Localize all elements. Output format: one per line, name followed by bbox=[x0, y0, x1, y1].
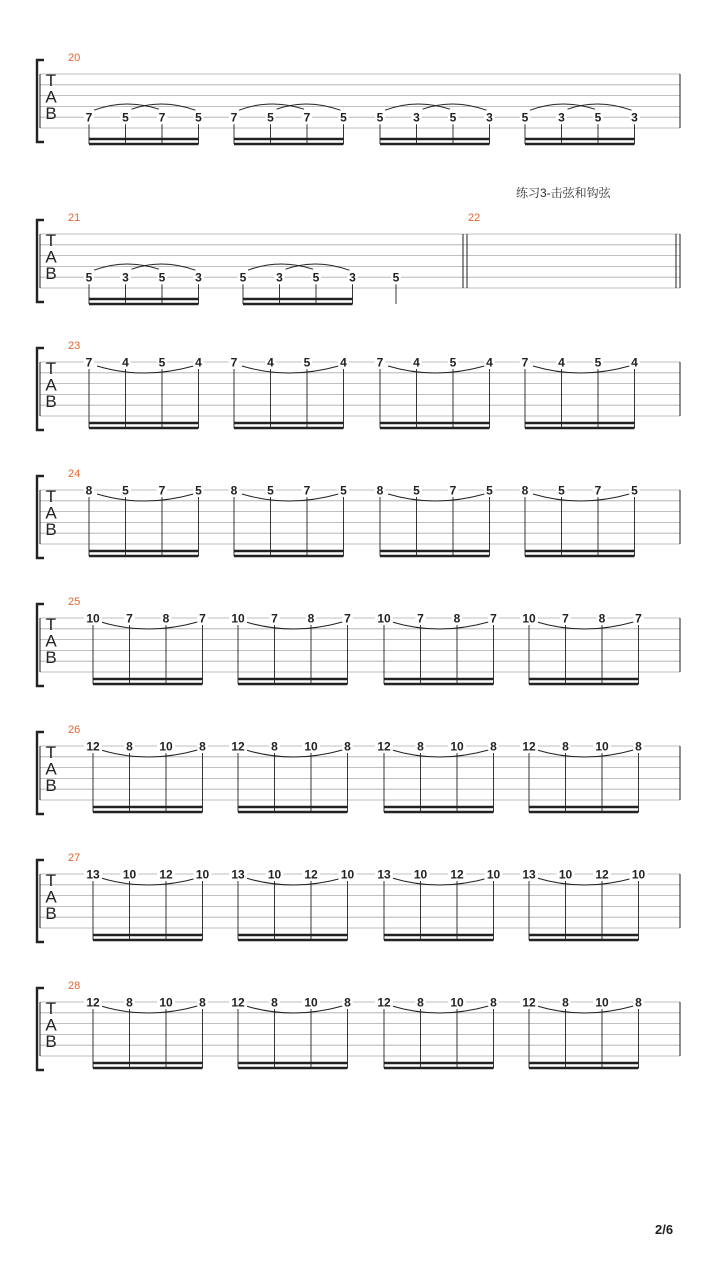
fret-number: 5 bbox=[376, 110, 384, 125]
fret-number: 8 bbox=[199, 739, 206, 754]
slur bbox=[392, 1006, 489, 1013]
fret-number: 7 bbox=[417, 611, 424, 626]
fret-number: 10 bbox=[450, 739, 464, 754]
slur bbox=[239, 104, 341, 110]
fret-number: 8 bbox=[126, 995, 133, 1010]
tab-clef-letter: B bbox=[45, 520, 57, 539]
measure-number: 25 bbox=[68, 596, 81, 608]
fret-number: 5 bbox=[195, 110, 202, 125]
slur bbox=[101, 878, 198, 885]
fret-number: 8 bbox=[417, 739, 424, 754]
fret-number: 13 bbox=[231, 867, 245, 882]
tab-clef-letter: B bbox=[45, 264, 57, 283]
tab-clef-letter: B bbox=[45, 104, 57, 123]
fret-number: 8 bbox=[635, 995, 642, 1010]
fret-number: 5 bbox=[303, 355, 311, 370]
fret-number: 4 bbox=[631, 355, 638, 370]
tab-clef-letter: T bbox=[45, 359, 57, 378]
fret-number: 5 bbox=[122, 483, 129, 498]
tab-system bbox=[0, 470, 720, 590]
fret-number: 5 bbox=[594, 110, 602, 125]
fret-number: 10 bbox=[377, 611, 391, 626]
slur bbox=[530, 104, 632, 110]
fret-number: 7 bbox=[594, 483, 602, 498]
fret-number: 12 bbox=[450, 867, 464, 882]
fret-number: 5 bbox=[340, 483, 347, 498]
fret-number: 8 bbox=[376, 483, 384, 498]
tab-system bbox=[0, 342, 720, 462]
fret-number: 7 bbox=[303, 110, 311, 125]
tab-clef-letter: A bbox=[45, 503, 57, 523]
fret-number: 4 bbox=[413, 355, 420, 370]
page-number: 2/6 bbox=[655, 1222, 674, 1237]
fret-number: 3 bbox=[349, 270, 356, 285]
slur bbox=[392, 878, 489, 885]
fret-number: 5 bbox=[158, 270, 166, 285]
fret-number: 8 bbox=[598, 611, 606, 626]
fret-number: 12 bbox=[304, 867, 318, 882]
fret-number: 13 bbox=[522, 867, 536, 882]
fret-number: 10 bbox=[159, 739, 173, 754]
slur bbox=[101, 750, 198, 757]
slur bbox=[533, 494, 630, 501]
fret-number: 7 bbox=[271, 611, 278, 626]
fret-number: 5 bbox=[158, 355, 166, 370]
fret-number: 7 bbox=[199, 611, 206, 626]
slur bbox=[533, 366, 630, 373]
fret-number: 5 bbox=[449, 355, 457, 370]
fret-number: 5 bbox=[267, 110, 274, 125]
measure-number: 23 bbox=[68, 340, 81, 352]
fret-number: 7 bbox=[158, 483, 166, 498]
fret-number: 10 bbox=[304, 739, 318, 754]
fret-number: 12 bbox=[86, 739, 100, 754]
tab-system bbox=[0, 54, 720, 174]
slur bbox=[246, 750, 343, 757]
fret-number: 10 bbox=[522, 611, 536, 626]
fret-number: 7 bbox=[490, 611, 497, 626]
fret-number: 4 bbox=[340, 355, 347, 370]
fret-number: 10 bbox=[159, 995, 173, 1010]
slur bbox=[385, 104, 487, 110]
fret-number: 12 bbox=[377, 995, 391, 1010]
fret-number: 4 bbox=[558, 355, 565, 370]
fret-number: 10 bbox=[195, 867, 210, 882]
fret-number: 8 bbox=[344, 995, 351, 1010]
fret-number: 12 bbox=[231, 739, 245, 754]
fret-number: 7 bbox=[230, 355, 238, 370]
fret-number: 10 bbox=[86, 611, 100, 626]
fret-number: 3 bbox=[558, 110, 565, 125]
fret-number: 10 bbox=[450, 995, 464, 1010]
fret-number: 12 bbox=[377, 739, 391, 754]
slur bbox=[246, 622, 343, 629]
fret-number: 3 bbox=[276, 270, 283, 285]
fret-number: 7 bbox=[344, 611, 351, 626]
slur bbox=[97, 494, 194, 501]
fret-number: 8 bbox=[562, 739, 569, 754]
measure-number: 20 bbox=[68, 52, 81, 64]
fret-number: 5 bbox=[449, 110, 457, 125]
slur bbox=[392, 622, 489, 629]
fret-number: 5 bbox=[267, 483, 274, 498]
fret-number: 8 bbox=[490, 995, 497, 1010]
fret-number: 10 bbox=[122, 867, 137, 882]
fret-number: 12 bbox=[159, 867, 173, 882]
fret-number: 5 bbox=[521, 110, 529, 125]
slur bbox=[537, 878, 634, 885]
fret-number: 3 bbox=[122, 270, 129, 285]
tab-clef-letter: A bbox=[45, 1015, 57, 1035]
tab-clef-letter: A bbox=[45, 631, 57, 651]
fret-number: 12 bbox=[231, 995, 245, 1010]
fret-number: 13 bbox=[86, 867, 100, 882]
slur bbox=[101, 1006, 198, 1013]
fret-number: 3 bbox=[195, 270, 202, 285]
fret-number: 13 bbox=[377, 867, 391, 882]
fret-number: 5 bbox=[239, 270, 247, 285]
measure-number: 21 bbox=[68, 212, 81, 224]
slur bbox=[537, 1006, 634, 1013]
fret-number: 8 bbox=[271, 995, 278, 1010]
fret-number: 8 bbox=[344, 739, 351, 754]
fret-number: 5 bbox=[631, 483, 638, 498]
tab-system bbox=[0, 214, 720, 334]
fret-number: 8 bbox=[521, 483, 529, 498]
fret-number: 7 bbox=[85, 355, 93, 370]
fret-number: 4 bbox=[195, 355, 202, 370]
fret-number: 4 bbox=[486, 355, 493, 370]
fret-number: 10 bbox=[231, 611, 245, 626]
measure-number: 28 bbox=[68, 980, 81, 992]
fret-number: 5 bbox=[558, 483, 565, 498]
slur bbox=[537, 750, 634, 757]
tab-clef-letter: T bbox=[45, 743, 57, 762]
fret-number: 5 bbox=[413, 483, 420, 498]
fret-number: 5 bbox=[85, 270, 93, 285]
slur bbox=[242, 494, 339, 501]
fret-number: 4 bbox=[122, 355, 129, 370]
tab-system bbox=[0, 598, 720, 718]
fret-number: 5 bbox=[312, 270, 320, 285]
slur bbox=[388, 366, 485, 373]
fret-number: 5 bbox=[486, 483, 493, 498]
fret-number: 5 bbox=[195, 483, 202, 498]
measure-number: 24 bbox=[68, 468, 81, 480]
tab-clef-letter: T bbox=[45, 999, 57, 1018]
fret-number: 7 bbox=[635, 611, 642, 626]
tab-clef-letter: T bbox=[45, 871, 57, 890]
fret-number: 12 bbox=[522, 995, 536, 1010]
tab-clef-letter: A bbox=[45, 887, 57, 907]
fret-number: 7 bbox=[521, 355, 529, 370]
fret-number: 7 bbox=[230, 110, 238, 125]
fret-number: 8 bbox=[126, 739, 133, 754]
slur bbox=[101, 622, 198, 629]
fret-number: 7 bbox=[158, 110, 166, 125]
tab-clef-letter: A bbox=[45, 759, 57, 779]
tab-clef-letter: A bbox=[45, 247, 57, 267]
fret-number: 5 bbox=[594, 355, 602, 370]
fret-number: 12 bbox=[522, 739, 536, 754]
fret-number: 8 bbox=[307, 611, 315, 626]
fret-number: 10 bbox=[304, 995, 318, 1010]
fret-number: 8 bbox=[199, 995, 206, 1010]
fret-number: 8 bbox=[271, 739, 278, 754]
tab-clef-letter: B bbox=[45, 904, 57, 923]
fret-number: 3 bbox=[486, 110, 493, 125]
slur bbox=[392, 750, 489, 757]
fret-number: 12 bbox=[595, 867, 609, 882]
fret-number: 10 bbox=[558, 867, 573, 882]
tab-clef-letter: B bbox=[45, 648, 57, 667]
fret-number: 10 bbox=[595, 995, 609, 1010]
section-label: 练习3-击弦和钩弦 bbox=[516, 186, 611, 200]
fret-number: 5 bbox=[392, 270, 400, 285]
fret-number: 3 bbox=[413, 110, 420, 125]
tab-clef-letter: B bbox=[45, 776, 57, 795]
slur bbox=[97, 366, 194, 373]
fret-number: 7 bbox=[303, 483, 311, 498]
fret-number: 8 bbox=[453, 611, 461, 626]
tab-clef-letter: T bbox=[45, 71, 57, 90]
fret-number: 7 bbox=[562, 611, 569, 626]
fret-number: 8 bbox=[162, 611, 170, 626]
fret-number: 4 bbox=[267, 355, 274, 370]
fret-number: 5 bbox=[340, 110, 347, 125]
fret-number: 8 bbox=[417, 995, 424, 1010]
fret-number: 12 bbox=[86, 995, 100, 1010]
slur bbox=[94, 104, 196, 110]
fret-number: 10 bbox=[267, 867, 282, 882]
tab-clef-letter: A bbox=[45, 375, 57, 395]
fret-number: 10 bbox=[340, 867, 355, 882]
tab-clef-letter: T bbox=[45, 231, 57, 250]
fret-number: 10 bbox=[413, 867, 428, 882]
slur bbox=[246, 878, 343, 885]
tab-system bbox=[0, 726, 720, 846]
measure-number: 26 bbox=[68, 724, 81, 736]
tab-system bbox=[0, 854, 720, 974]
slur bbox=[537, 622, 634, 629]
tab-clef-letter: A bbox=[45, 87, 57, 107]
fret-number: 7 bbox=[449, 483, 457, 498]
fret-number: 8 bbox=[635, 739, 642, 754]
fret-number: 7 bbox=[85, 110, 93, 125]
tab-clef-letter: T bbox=[45, 487, 57, 506]
slur bbox=[246, 1006, 343, 1013]
tab-system bbox=[0, 982, 720, 1102]
fret-number: 7 bbox=[126, 611, 133, 626]
fret-number: 5 bbox=[122, 110, 129, 125]
slur bbox=[388, 494, 485, 501]
fret-number: 10 bbox=[486, 867, 501, 882]
measure-number: 22 bbox=[468, 212, 481, 224]
fret-number: 3 bbox=[631, 110, 638, 125]
fret-number: 10 bbox=[595, 739, 609, 754]
slur bbox=[242, 366, 339, 373]
measure-number: 27 bbox=[68, 852, 81, 864]
fret-number: 8 bbox=[230, 483, 238, 498]
fret-number: 7 bbox=[376, 355, 384, 370]
tab-clef-letter: B bbox=[45, 392, 57, 411]
tab-clef-letter: T bbox=[45, 615, 57, 634]
fret-number: 8 bbox=[85, 483, 93, 498]
fret-number: 10 bbox=[631, 867, 646, 882]
tab-clef-letter: B bbox=[45, 1032, 57, 1051]
slur bbox=[248, 264, 350, 270]
fret-number: 8 bbox=[490, 739, 497, 754]
slur bbox=[94, 264, 196, 270]
fret-number: 8 bbox=[562, 995, 569, 1010]
